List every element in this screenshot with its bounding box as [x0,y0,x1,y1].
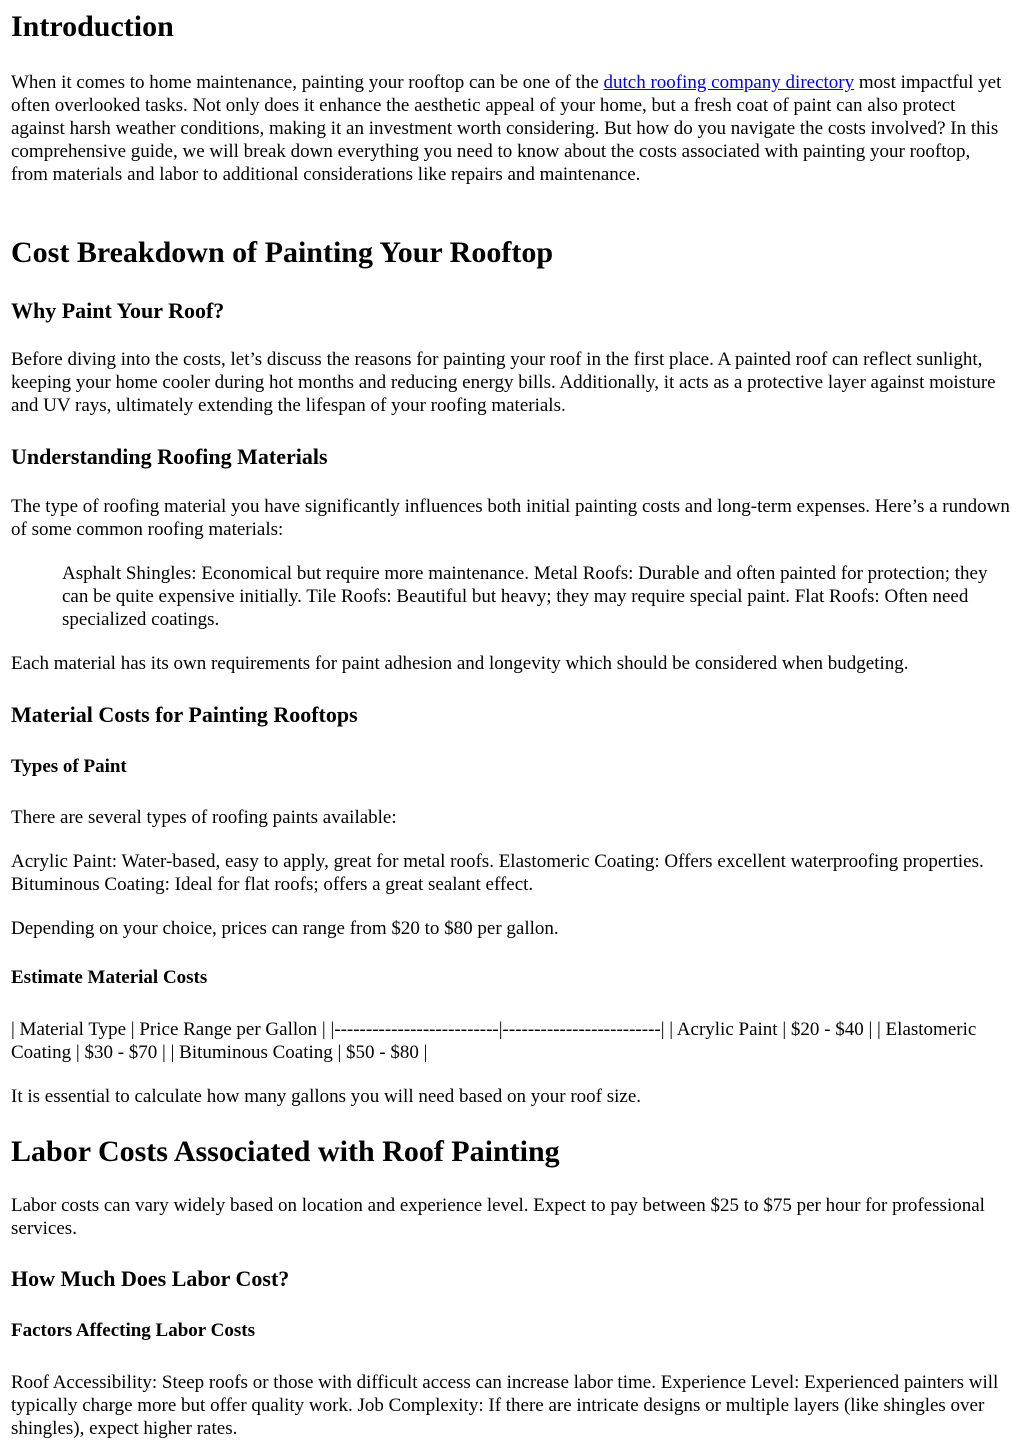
roofing-materials-list: Asphalt Shingles: Economical but require more maintenance. Metal Roofs: Durable and often painted for protection; they can be quite expensive initially. Tile Roofs: Beautiful but heavy; they may require special paint. Flat Roofs: Often need specialized coatings. [62,563,988,630]
intro-text-before: When it comes to home maintenance, painting your rooftop can be one of the [11,72,604,93]
why-paint-heading: Why Paint Your Roof? [11,298,225,323]
roofing-materials-heading: Understanding Roofing Materials [11,444,328,469]
types-of-paint-heading: Types of Paint [11,756,127,777]
intro-text-after: most impactful yet often overlooked tasks. Not only does it enhance the aesthetic appeal of your home, but a fresh coat of paint can also protect against harsh weather conditions, making it an investment worth considering. But how do you navigate the costs involved? In this comprehensive guide, we will break down everything you need to know about the costs associated with painting your rooftop, from materials and labor to additional considerations like repairs and maintenance. [11,72,1002,185]
roofing-materials-outro: Each material has its own requirements for paint adhesion and longevity which should be considered when budgeting. [11,653,909,674]
estimate-material-costs-heading: Estimate Material Costs [11,967,208,988]
intro-paragraph [11,71,1011,186]
gallons-calculation-note: It is essential to calculate how many gallons you will need based on your roof size. [11,1086,642,1107]
labor-costs-intro: Labor costs can vary widely based on location and experience level. Expect to pay between $25 to $75 per hour for professional services. [11,1195,985,1239]
why-paint-paragraph: Before diving into the costs, let’s discuss the reasons for painting your roof in the first place. A painted roof can reflect sunlight, keeping your home cooler during hot months and reducing energy bills. Additionally, it acts as a protective layer against moisture and UV rays, ultimately extending the lifespan of your roofing materials. [11,349,996,416]
labor-factors-text: Roof Accessibility: Steep roofs or those with difficult access can increase labor time. Experience Level: Experienced painters will typically charge more but offer quality work. Job Complexity: If there are intricate designs or multiple layers (like shingles over shingles), expect higher rates. [11,1372,999,1439]
how-much-labor-heading: How Much Does Labor Cost? [11,1266,290,1291]
paint-types-intro: There are several types of roofing paints available: [11,807,397,828]
material-price-table-text: | Material Type | Price Range per Gallon | |--------------------------|-------------------------| | Acrylic Paint | $20 - $40 | | Elastomeric Coating | $30 - $70 | | Bituminous Coating | $50 - $80 | [11,1019,977,1063]
dutch-roofing-directory-link[interactable]: dutch roofing company directory [603,72,855,93]
material-costs-heading: Material Costs for Painting Rooftops [11,702,358,727]
cost-breakdown-heading: Cost Breakdown of Painting Your Rooftop [11,236,554,269]
labor-factors-heading: Factors Affecting Labor Costs [11,1320,255,1341]
labor-costs-heading: Labor Costs Associated with Roof Painting [11,1135,560,1168]
roofing-materials-intro: The type of roofing material you have significantly influences both initial painting costs and long-term expenses. Here’s a rundown of some common roofing materials: [11,496,1010,540]
intro-heading: Introduction [11,10,174,43]
paint-price-note: Depending on your choice, prices can range from $20 to $80 per gallon. [11,918,559,939]
paint-types-list: Acrylic Paint: Water-based, easy to apply, great for metal roofs. Elastomeric Coating: Offers excellent waterproofing properties. Bituminous Coating: Ideal for flat roofs; offers a great sealant effect. [11,851,984,895]
